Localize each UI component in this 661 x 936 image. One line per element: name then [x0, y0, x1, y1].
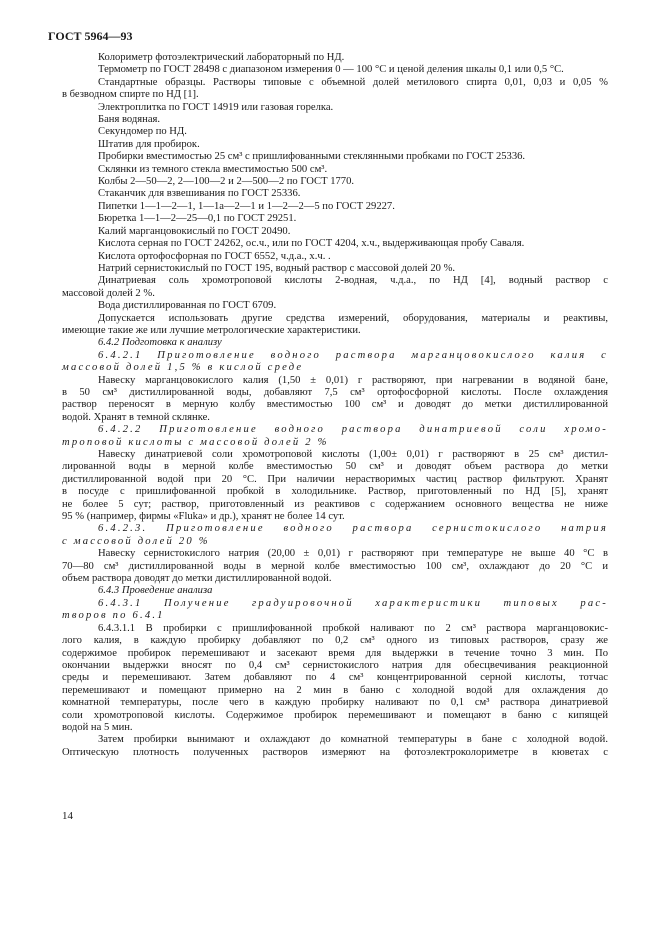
text-line: Кислота серная по ГОСТ 24262, ос.ч., или по ГОСТ 4204, х.ч., выдерживающая пробу Саваля.: [98, 238, 525, 250]
text-line: Кислота ортофосфорная по ГОСТ 6552, ч.д.а., х.ч. .: [98, 250, 331, 262]
text-line: Склянки из темного стекла вместимостью 500 см³.: [98, 163, 328, 175]
text-line: раствор переносят в мерную колбу вместимостью 100 см³ и доводят до метки дистиллированной: [62, 399, 608, 411]
text-line: Калий марганцовокислый по ГОСТ 20490.: [98, 225, 291, 237]
text-line: в 50 см³ дистиллированной воды, добавляют 7,5 см³ ортофосфорной кислоты. После охлаждения: [62, 386, 608, 398]
text-line: массовой долей 1,5 % в кислой среде: [62, 362, 304, 374]
text-line: Бюретка 1—1—2—25—0,1 по ГОСТ 29251.: [98, 213, 297, 225]
text-line: Навеску сернистокислого натрия (20,00 ± 0,01) г растворяют при температуре не выше 40 °С в: [98, 548, 608, 560]
text-line: Динатриевая соль хромотроповой кислоты 2-водная, ч.д.а., по НД [4], водный раствор с: [98, 275, 608, 287]
text-line: лированной воды в мерной колбе вместимостью 50 см³ и доводят объем раствора до метки: [62, 461, 608, 473]
text-line: водой. Хранят в темной склянке.: [62, 411, 210, 423]
text-line: Колориметр фотоэлектрический лабораторный по НД.: [98, 52, 345, 63]
text-line: комнатной температуры, после чего в каждую пробирку наливают по 0,1 см³ раствора динатриевой: [62, 697, 608, 709]
document-body: [62, 52, 608, 759]
text-line: Навеску динатриевой соли хромотроповой кислоты (1,00± 0,01) г растворяют в 25 см³ дистил-: [98, 449, 608, 460]
text-line: содержимое пробирок перемешивают и засекают время для выдержки в течение точно 3 мин. По: [62, 647, 608, 659]
text-line: перемешивают и помещают примерно на 2 мин в баню с холодной водой для охлаждения до: [62, 684, 608, 696]
text-line: Секундомер по НД.: [98, 126, 187, 138]
text-line: в безводном спирте по НД [1].: [62, 89, 199, 101]
text-line: творов по 6.4.1: [62, 610, 165, 622]
text-line: Оптическую плотность полученных растворов измеряют на фотоэлектроколориметре в кюветах с: [62, 746, 608, 758]
text-line: Колбы 2—50—2, 2—100—2 и 2—500—2 по ГОСТ 1770.: [98, 176, 355, 188]
text-line: Натрий сернистокислый по ГОСТ 195, водный раствор с массовой долей 20 %.: [98, 262, 456, 274]
text-line: 6.4.3 Проведение анализа: [98, 585, 213, 597]
text-line: среды и перемешивают. Затем добавляют по 4 см³ концентрированной серной кислоты, тотчас: [62, 672, 608, 684]
text-line: окончании выдержки вносят по 0,4 см³ сернистокислого натрия для обесцвечивания реакционной: [62, 659, 608, 671]
text-line: троповой кислоты с массовой долей 2 %: [62, 436, 329, 448]
text-line: Навеску марганцовокислого калия (1,50 ± 0,01) г растворяют, при нагревании в водяной бане,: [98, 374, 608, 386]
text-line: 6.4.2.2 Приготовление водного раствора динатриевой соли хромо-: [98, 424, 608, 436]
text-line: Стандартные образцы. Растворы типовые с объемной долей метилового спирта 0,01, 0,03 и 0,05 %: [98, 76, 608, 88]
text-line: имеющие такие же или лучшие метрологические характеристики.: [62, 324, 361, 336]
text-line: 95 % (например, фирмы «Fluka» и др.), хранят не более 14 сут.: [62, 511, 345, 523]
text-line: водой на 5 мин.: [62, 721, 133, 733]
text-line: Штатив для пробирок.: [98, 138, 200, 150]
text-line: 6.4.3.1.1 В пробирки с пришлифованной пробкой наливают по 2 см³ раствора марганцовокис-: [98, 622, 608, 634]
text-line: объем раствора доводят до метки дистиллированной водой.: [62, 573, 332, 585]
text-line: в посуде с пришлифованной пробкой в холодильнике. Раствор, приготовленный по НД [5], хранят: [62, 486, 608, 498]
text-line: лого калия, в каждую пробирку добавляют по 0,2 см³ одного из типовых растворов, сразу же: [62, 635, 608, 647]
text-line: Пробирки вместимостью 25 см³ с пришлифованными стеклянными пробками по ГОСТ 25336.: [98, 151, 526, 163]
text-line: массовой долей 2 %.: [62, 287, 155, 299]
text-line: 70—80 см³ дистиллированной воды в мерной колбе вместимостью 100 см³, охлаждают до 20 °С и: [62, 560, 608, 572]
text-line: Пипетки 1—1—2—1, 1—1а—2—1 и 1—2—2—5 по ГОСТ 29227.: [98, 200, 395, 212]
text-line: Стаканчик для взвешивания по ГОСТ 25336.: [98, 188, 301, 200]
text-line: 6.4.2 Подготовка к анализу: [98, 337, 222, 349]
text-line: Термометр по ГОСТ 28498 с диапазоном измерения 0 — 100 °С и ценой деления шкалы 0,1 или 0,5 °С.: [98, 64, 564, 76]
text-line: дистиллированной водой при 20 °С. При наличии нерастворимых частиц раствор фильтруют. Хранят: [62, 473, 608, 485]
text-line: соли хромотроповой кислоты. Содержимое пробирок перемешивают и помещают в баню с кипящей: [62, 709, 608, 721]
text-line: Электроплитка по ГОСТ 14919 или газовая горелка.: [98, 101, 334, 113]
text-line: Допускается использовать другие средства измерений, оборудования, материалы и реактивы,: [98, 312, 608, 324]
text-line: 6.4.3.1 Получение градуировочной характеристики типовых рас-: [98, 597, 608, 609]
page-number: 14: [62, 810, 73, 822]
text-line: Баня водяная.: [98, 114, 161, 126]
text-line: 6.4.2.3. Приготовление водного раствора сернистокислого натрия: [98, 523, 608, 535]
text-line: 6.4.2.1 Приготовление водного раствора марганцовокислого калия с: [98, 349, 608, 361]
text-line: Вода дистиллированная по ГОСТ 6709.: [98, 300, 277, 312]
text-line: с массовой долей 20 %: [62, 535, 210, 547]
text-line: не более 5 сут; раствор, приготовленный из реактивов с содержанием основного вещества не ниже: [62, 498, 608, 510]
text-line: Затем пробирки вынимают и охлаждают до комнатной температуры в бане с холодной водой.: [98, 734, 608, 746]
page-header: ГОСТ 5964—93: [48, 29, 133, 43]
